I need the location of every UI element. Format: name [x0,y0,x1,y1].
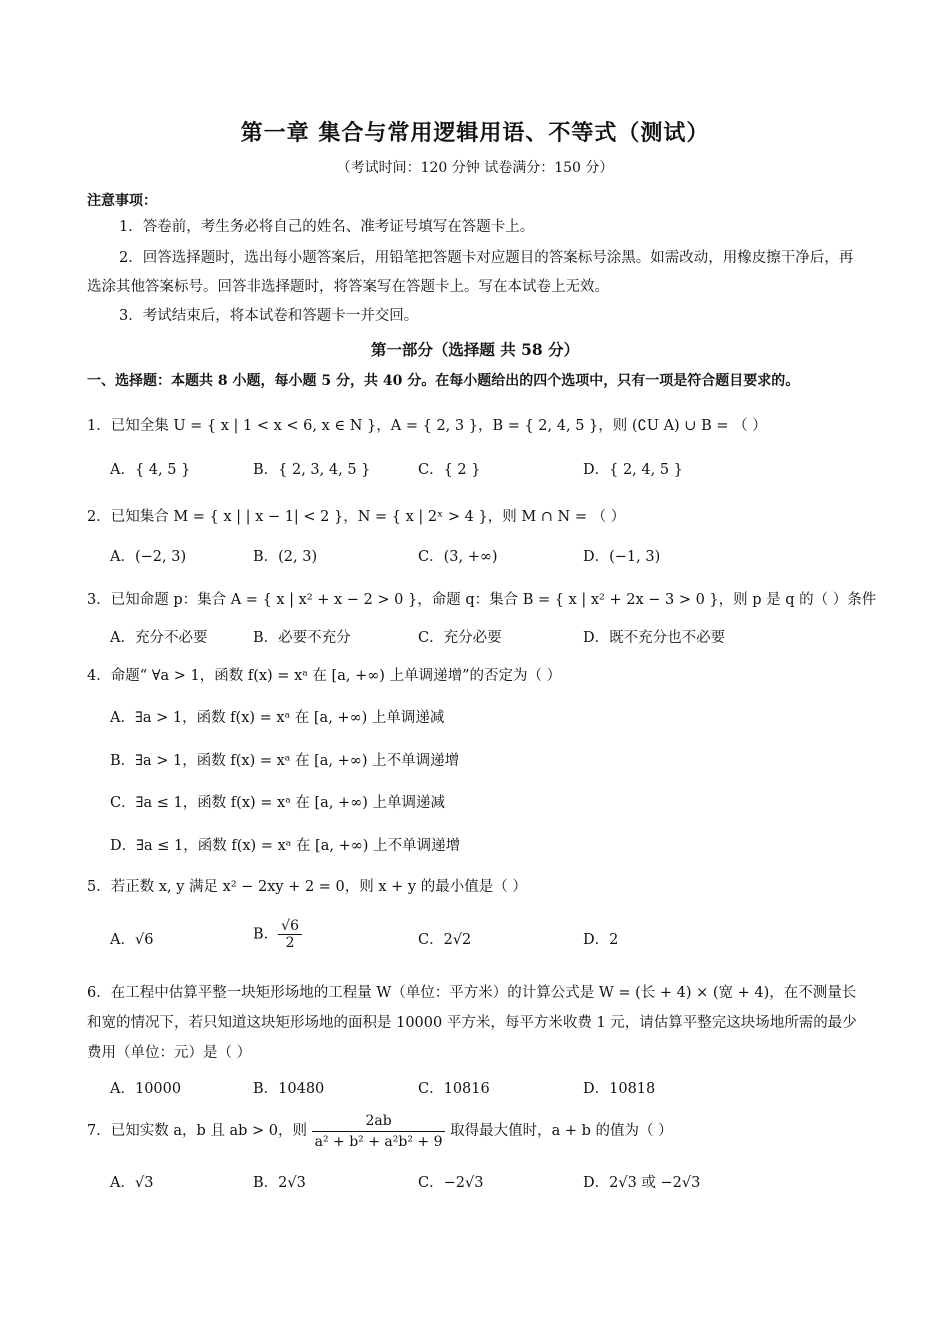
option-d[interactable]: D．(−1, 3) [583,549,661,565]
question-7-options [110,1171,870,1201]
question-3: 3．已知命题 p：集合 A = { x | x² + x − 2 > 0 }，命题 q：集合 B = { x | x² + 2x − 3 > 0 }，则 p 是 q 的（ ）条件 [87,592,877,608]
question-2: 2．已知集合 M = { x | | x − 1| < 2 }，N = { x | 2ˣ > 4 }，则 M ∩ N = （ ） [87,509,626,525]
exam-info: （考试时间：120 分钟 试卷满分：150 分） [336,160,614,176]
option-d[interactable]: D．∃a ≤ 1，函数 f(x) = xᵃ 在 [a, +∞) 上不单调递增 [110,838,461,854]
option-b[interactable]: B．{ 2, 3, 4, 5 } [253,462,371,478]
question-3-options [110,626,870,656]
option-d[interactable]: D．既不充分也不必要 [583,630,726,646]
option-d[interactable]: D．2 [583,932,619,948]
option-d[interactable]: D．{ 2, 4, 5 } [583,462,683,478]
option-c[interactable]: C．{ 2 } [418,462,481,478]
fraction: $\frac{√6}{2}$ [278,918,302,951]
notice-item-2: 2．回答选择题时，选出每小题答案后，用铅笔把答题卡对应题目的答案标号涂黑。如需改动，用橡皮擦干净后，再选涂其他答案标号。回答非选择题时，将答案写在答题卡上。写在本试卷上无效。 [87,250,854,295]
option-b[interactable]: B．10480 [253,1081,325,1097]
question-6: 6．在工程中估算平整一块矩形场地的工程量 W（单位：平方米）的计算公式是 W = (长 + 4) × (宽 + 4)，在不测量长和宽的情况下，若只知道这块矩形场地的面积是 10000 平方米，每平方米收费 1 元，请估算平整完这块场地所需的最少费用（单位：元）是（ ） [87,985,857,1061]
section-instructions: 一、选择题：本题共 8 小题，每小题 5 分，共 40 分。在每小题给出的四个选项中，只有一项是符合题目要求的。 [87,373,800,389]
option-c[interactable]: C．2√2 [418,932,472,948]
option-c[interactable]: C．(3, +∞) [418,549,498,565]
question-6-options [110,1077,870,1107]
option-a[interactable]: A．√6 [110,932,154,948]
option-b[interactable]: B．必要不充分 [253,630,351,646]
question-7: 7．已知实数 a，b 且 ab > 0，则 $\frac{2ab}{\text{a² + b² + a²b² + 9}}$ 取得最大值时，a + b 的值为（ ） [87,1112,673,1150]
option-c[interactable]: C．−2√3 [418,1175,484,1191]
option-c[interactable]: C．∃a ≤ 1，函数 f(x) = xᵃ 在 [a, +∞) 上单调递减 [110,795,446,811]
question-5-options [110,918,870,966]
option-a[interactable]: A．充分不必要 [110,630,208,646]
section-heading: 第一部分（选择题 共 58 分） [370,340,580,359]
notice-heading: 注意事项： [87,193,157,209]
option-a[interactable]: A．√3 [110,1175,154,1191]
notice-item-1: 1．答卷前，考生务必将自己的姓名、准考证号填写在答题卡上。 [119,219,535,235]
option-c[interactable]: C．10816 [418,1081,490,1097]
question-2-options [110,545,870,575]
option-b[interactable]: B．(2, 3) [253,549,318,565]
option-c[interactable]: C．充分必要 [418,630,502,646]
fraction: $\frac{2ab}{\text{a² + b² + a²b² + 9}}$ [312,1111,446,1152]
question-1: 1．已知全集 U = { x | 1 < x < 6, x ∈ N }，A = { 2, 3 }，B = { 2, 4, 5 }，则 (∁U A) ∪ B = （ ） [87,418,767,434]
option-d[interactable]: D．2√3 或 −2√3 [583,1175,701,1191]
option-a[interactable]: A．∃a > 1，函数 f(x) = xᵃ 在 [a, +∞) 上单调递减 [110,710,445,726]
question-5: 5．若正数 x, y 满足 x² − 2xy + 2 = 0，则 x + y 的最小值是（ ） [87,879,527,895]
question-4: 4．命题“ ∀a > 1，函数 f(x) = xᵃ 在 [a, +∞) 上单调递增”的否定为（ ） [87,668,562,684]
option-b[interactable]: B．2√3 [253,1175,306,1191]
option-a[interactable]: A．(−2, 3) [110,549,187,565]
page-title: 第一章 集合与常用逻辑用语、不等式（测试） [240,120,710,146]
option-b[interactable]: B． $\frac{√6}{2}$ [253,918,302,951]
option-b[interactable]: B．∃a > 1，函数 f(x) = xᵃ 在 [a, +∞) 上不单调递增 [110,753,460,769]
question-1-options [110,458,870,488]
option-d[interactable]: D．10818 [583,1081,656,1097]
option-a[interactable]: A．10000 [110,1081,182,1097]
option-a[interactable]: A．{ 4, 5 } [110,462,191,478]
notice-item-3: 3．考试结束后，将本试卷和答题卡一并交回。 [119,308,419,324]
